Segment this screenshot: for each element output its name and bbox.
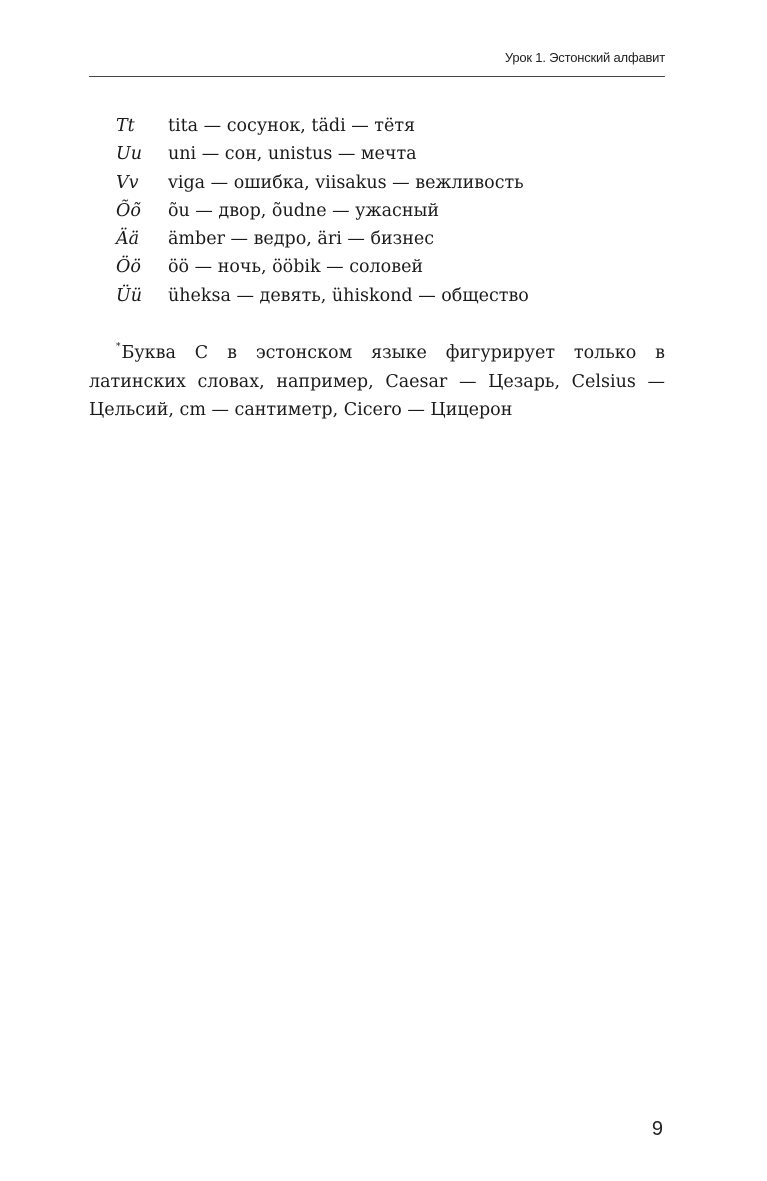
alphabet-row <box>89 140 665 168</box>
page-number: 9 <box>651 1118 663 1140</box>
letter-example: öö — ночь, ööbik — соловей <box>168 257 424 278</box>
letter-label: Üü <box>116 285 143 306</box>
letter-label: Ää <box>116 229 140 250</box>
letter-example: üheksa — девять, ühiskond — общество <box>168 285 529 306</box>
letter-label: Vv <box>116 172 139 193</box>
alphabet-row <box>89 169 665 197</box>
letter-label: Õõ <box>116 200 141 221</box>
running-head: Урок 1. Эстонский алфавит <box>504 50 665 65</box>
alphabet-list <box>89 112 665 310</box>
alphabet-row <box>89 253 665 281</box>
alphabet-row <box>89 112 665 140</box>
letter-example: ämber — ведро, äri — бизнес <box>168 229 435 250</box>
footnote <box>89 333 665 425</box>
alphabet-row <box>89 282 665 310</box>
alphabet-row <box>89 225 665 253</box>
letter-label: Tt <box>116 116 135 136</box>
header-rule <box>89 76 665 77</box>
letter-example: uni — сон, unistus — мечта <box>168 144 417 165</box>
letter-example: õu — двор, õudne — ужасный <box>168 200 440 221</box>
letter-example: viga — ошибка, viisakus — вежливость <box>168 172 524 193</box>
footnote-text: Буква C в эстонском языке фигурирует только в латинских словах, например, Caesar — Цезарь, Celsius — Цельсий, cm — сантиметр, Cicero — Цицерон <box>89 343 665 420</box>
letter-example: tita — сосунок, tädi — тётя <box>168 116 416 136</box>
letter-label: Öö <box>116 257 141 278</box>
letter-label: Uu <box>116 144 143 165</box>
alphabet-row <box>89 197 665 225</box>
footnote-mark: * <box>116 342 121 352</box>
